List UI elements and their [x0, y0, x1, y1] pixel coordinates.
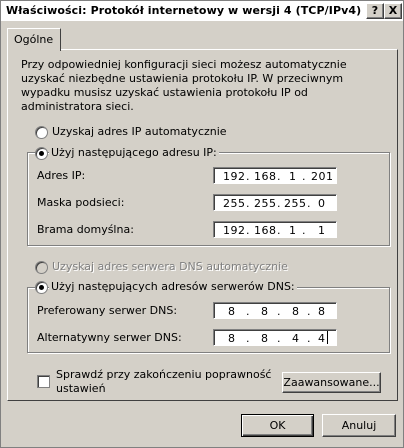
description-text: Przy odpowiedniej konfiguracji sieci możesz automatycznie uzyskać niezbędne ustawienia protokołu IP. W przeciwnym wypadku musisz uzyskać ustawienia protokołu IP od administratora sieci. [21, 58, 347, 113]
ip-auto-label: Uzyskaj adres IP automatycznie [52, 125, 227, 138]
subnet-mask-label: Maska podsieci: [37, 196, 125, 209]
close-button[interactable] [384, 3, 402, 19]
subnet-mask-field[interactable]: 255 . 255 . 255 . 0 [213, 194, 337, 211]
dns-auto-label: Uzyskaj adres serwera DNS automatycznie [52, 260, 288, 273]
window-title: Właściwości: Protokół internetowy w wersji 4 (TCP/IPv4) [6, 4, 362, 17]
help-button[interactable] [366, 3, 384, 19]
default-gateway-field[interactable]: 192 . 168 . 1 . 1 [213, 221, 337, 238]
advanced-button[interactable]: Zaawansowane... [282, 372, 381, 393]
tab-general-label: Ogólne [14, 33, 54, 46]
ip-auto-radio[interactable] [35, 126, 48, 139]
ip-manual-radio[interactable] [35, 147, 48, 160]
ip-address-field[interactable]: 192 . 168 . 1 . 201 [213, 167, 337, 184]
default-gateway-label: Brama domyślna: [37, 223, 134, 236]
help-icon: ? [371, 4, 379, 17]
preferred-dns-label: Preferowany serwer DNS: [37, 304, 178, 317]
dns-auto-radio[interactable] [35, 261, 48, 274]
validate-checkbox[interactable] [37, 375, 50, 388]
dns-manual-label: Użyj następujących adresów serwerów DNS: [51, 280, 295, 293]
tab-general[interactable] [7, 28, 61, 51]
alternate-dns-field[interactable]: 8 . 8 . 4 . 4 [213, 329, 337, 346]
dns-manual-radio[interactable] [35, 281, 48, 294]
preferred-dns-field[interactable]: 8 . 8 . 8 . 8 [213, 302, 337, 319]
cancel-button[interactable]: Anuluj [322, 414, 396, 437]
alternate-dns-label: Alternatywny serwer DNS: [37, 331, 182, 344]
ip-manual-label: Użyj następującego adresu IP: [51, 146, 217, 159]
validate-label: Sprawdź przy zakończeniu poprawność ustawień [56, 368, 272, 395]
title-bar [1, 1, 403, 22]
close-icon: X [388, 4, 398, 17]
text-cursor [327, 331, 328, 344]
ok-button[interactable]: OK [241, 414, 314, 437]
ip-address-label: Adres IP: [37, 169, 86, 182]
